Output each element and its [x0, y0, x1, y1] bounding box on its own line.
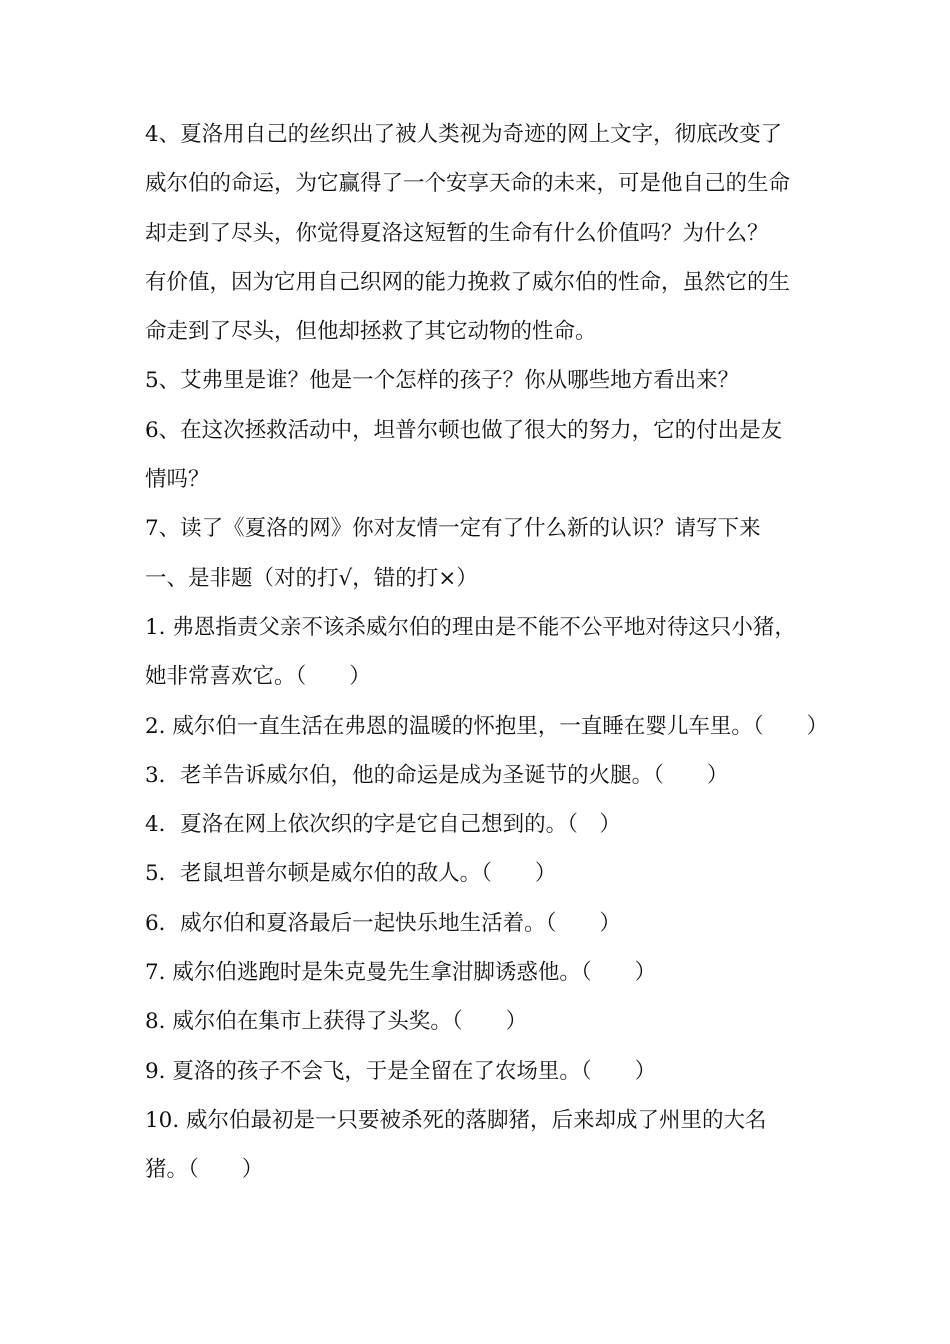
tf-item-7: 7. 威尔伯逃跑时是朱克曼先生拿泔脚诱惑他。（ ）: [145, 960, 657, 986]
tf-item-6: 6．威尔伯和夏洛最后一起快乐地生活着。（ ）: [145, 910, 621, 936]
tf-item-10-line-1: 10. 威尔伯最初是一只要被杀死的落脚猪，后来却成了州里的大名: [145, 1107, 767, 1133]
tf-item-10-line-2: 猪。（ ）: [145, 1157, 264, 1183]
tf-item-9: 9. 夏洛的孩子不会飞，于是全留在了农场里。（ ）: [145, 1058, 657, 1084]
answer-4-line-1: 有价值，因为它用自己织网的能力挽救了威尔伯的性命，虽然它的生: [145, 269, 791, 295]
tf-item-2: 2. 威尔伯一直生活在弗恩的温暖的怀抱里，一直睡在婴儿车里。（ ）: [145, 713, 829, 739]
question-5: 5、艾弗里是谁？他是一个怎样的孩子？你从哪些地方看出来？: [145, 368, 740, 394]
question-7: 7、读了《夏洛的网》你对友情一定有了什么新的认识？请写下来: [145, 516, 761, 542]
question-4-line-3: 却走到了尽头，你觉得夏洛这短暂的生命有什么价值吗？为什么？: [145, 220, 769, 246]
tf-item-5: 5．老鼠坦普尔顿是威尔伯的敌人。（ ）: [145, 861, 557, 887]
answer-4-line-2: 命走到了尽头，但他却拯救了其它动物的性命。: [145, 319, 597, 345]
tf-item-3: 3．老羊告诉威尔伯，他的命运是成为圣诞节的火腿。（ ）: [145, 762, 729, 788]
tf-item-4: 4．夏洛在网上依次织的字是它自己想到的。（ ）: [145, 812, 621, 838]
document-page: [145, 110, 829, 1195]
question-6-line-2: 情吗？: [145, 467, 210, 493]
tf-item-1-line-2: 她非常喜欢它。（ ）: [145, 664, 371, 690]
question-6-line-1: 6、在这次拯救活动中，坦普尔顿也做了很大的努力，它的付出是友: [145, 417, 783, 443]
section-heading-true-false: 一、是非题（对的打√，错的打×）: [145, 565, 478, 591]
tf-item-8: 8. 威尔伯在集市上获得了头奖。（ ）: [145, 1009, 528, 1035]
question-4-line-2: 威尔伯的命运，为它赢得了一个安享天命的未来，可是他自己的生命: [145, 171, 791, 197]
tf-item-1-line-1: 1. 弗恩指责父亲不该杀威尔伯的理由是不能不公平地对待这只小猪，: [145, 614, 796, 640]
question-4-line-1: 4、夏洛用自己的丝织出了被人类视为奇迹的网上文字，彻底改变了: [145, 122, 783, 147]
